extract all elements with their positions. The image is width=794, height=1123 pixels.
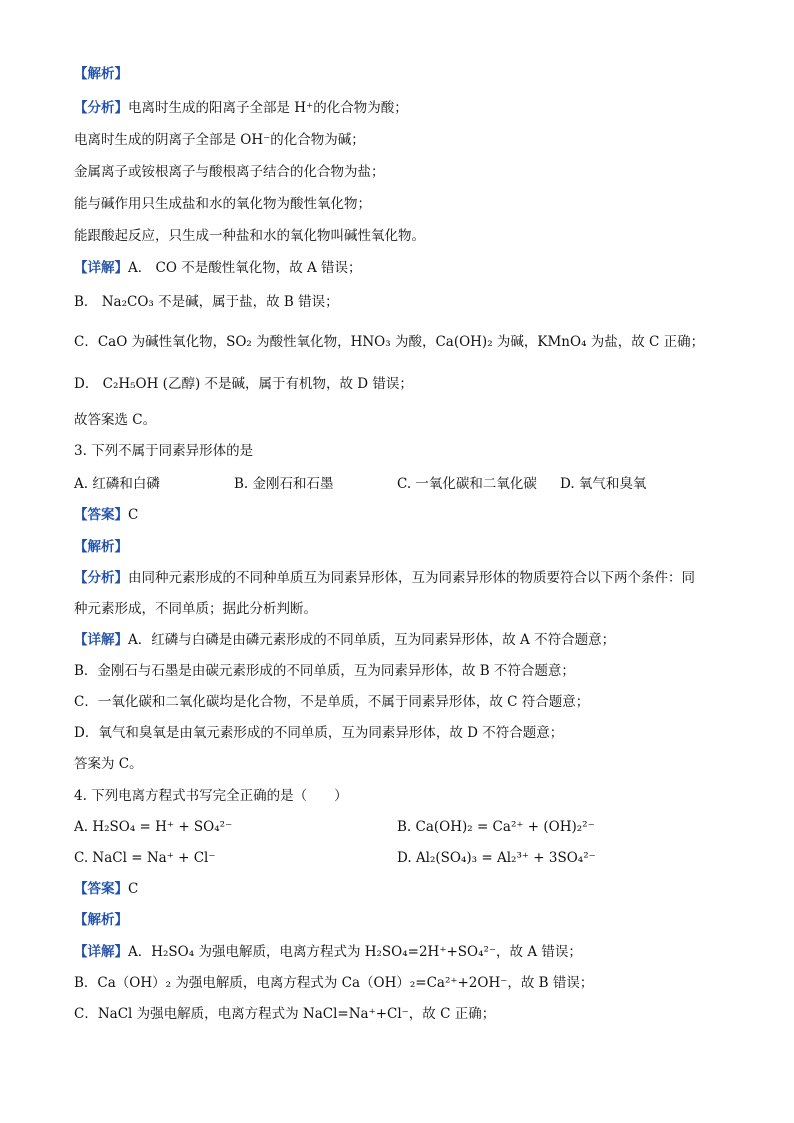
section-tag: 【答案】 [74, 881, 128, 897]
analysis-line-4 [74, 194, 734, 214]
section-tag: 【解析】 [74, 912, 128, 928]
question-4-detail-c [74, 1004, 734, 1024]
option-c: C. NaCl = Na⁺ + Cl⁻ [74, 850, 216, 866]
detail-text: 答案为 C。 [74, 756, 143, 772]
section-tag: 【详解】 [74, 632, 128, 648]
detail-line-b [74, 292, 734, 312]
detail-text: A．H₂SO₄ 为强电解质，电离方程式为 H₂SO₄=2H⁺+SO₄²⁻，故 A 错误； [128, 944, 582, 960]
detail-line-a [74, 258, 734, 278]
question-4-detail-a [74, 942, 734, 962]
option-a: A. H₂SO₄ = H⁺ + SO₄²⁻ [74, 819, 233, 835]
detail-line-d [74, 374, 734, 394]
question-3-final [74, 754, 734, 774]
section-tag: 【详解】 [74, 260, 128, 276]
option-c: C. 一氧化碳和二氧化碳 [397, 476, 537, 492]
question-text: 4. 下列电离方程式书写完全正确的是（ ） [74, 788, 348, 804]
question-4-detail-b [74, 973, 734, 993]
detail-text: B．Ca（OH）₂ 为强电解质，电离方程式为 Ca（OH）₂=Ca²⁺+2OH⁻，故 B 错误； [74, 975, 594, 991]
question-4-jiexi [74, 910, 734, 930]
detail-text: C．一氧化碳和二氧化碳均是化合物，不是单质，不属于同素异形体，故 C 符合题意； [74, 694, 590, 710]
option-b: B. Ca(OH)₂ = Ca²⁺ + (OH)₂²⁻ [397, 819, 595, 835]
section-tag: 【答案】 [74, 507, 128, 523]
question-3-detail-a [74, 630, 734, 650]
question-3-fenxi-1 [74, 568, 734, 588]
detail-line-c [74, 332, 734, 352]
section-tag: 【解析】 [74, 539, 128, 555]
question-4-stem [74, 786, 734, 806]
jiexi-heading [74, 64, 734, 84]
analysis-text: 电离时生成的阴离子全部是 OH⁻的化合物为碱； [74, 132, 365, 148]
section-tag: 【分析】 [74, 570, 128, 586]
detail-text: C．NaCl 为强电解质，电离方程式为 NaCl=Na⁺+Cl⁻，故 C 正确； [74, 1006, 496, 1022]
question-3-stem [74, 441, 734, 461]
detail-text: A． CO 不是酸性氧化物，故 A 错误； [128, 260, 362, 276]
analysis-line-5 [74, 226, 734, 246]
question-3-detail-c [74, 692, 734, 712]
analysis-text: 能与碱作用只生成盐和水的氧化物为酸性氧化物； [74, 196, 371, 212]
analysis-line-2 [74, 130, 734, 150]
option-d: D. Al₂(SO₄)₃ = Al₂³⁺ + 3SO₄²⁻ [397, 850, 596, 866]
option-a: A. 红磷和白磷 [74, 476, 160, 492]
analysis-text: 由同种元素形成的不同种单质互为同素异形体，互为同素异形体的物质要符合以下两个条件：同 [128, 570, 695, 586]
analysis-line-1 [74, 98, 734, 118]
analysis-text: 能跟酸起反应，只生成一种盐和水的氧化物叫碱性氧化物。 [74, 228, 425, 244]
detail-text: 故答案选 C。 [74, 412, 157, 428]
option-b: B. 金刚石和石墨 [234, 476, 334, 492]
detail-text: B．金刚石与石墨是由碳元素形成的不同单质，互为同素异形体，故 B 不符合题意； [74, 663, 575, 679]
option-d: D. 氧气和臭氧 [560, 476, 647, 492]
analysis-text: 种元素形成，不同单质；据此分析判断。 [74, 601, 317, 617]
detail-text: B． Na₂CO₃ 不是碱，属于盐，故 B 错误； [74, 294, 339, 310]
answer-summary [74, 410, 734, 430]
detail-text: C．CaO 为碱性氧化物，SO₂ 为酸性氧化物，HNO₃ 为酸，Ca(OH)₂ 为碱，KMnO₄ 为盐，故 C 正确； [74, 334, 705, 350]
question-text: 3. 下列不属于同素异形体的是 [74, 443, 254, 459]
answer-value: C [128, 507, 139, 523]
section-tag: 【解析】 [74, 66, 128, 82]
analysis-text: 电离时生成的阳离子全部是 H⁺的化合物为酸； [128, 100, 408, 116]
detail-text: D．氧气和臭氧是由氧元素形成的不同单质，互为同素异形体，故 D 不符合题意； [74, 725, 564, 741]
section-tag: 【分析】 [74, 100, 128, 116]
question-3-detail-b [74, 661, 734, 681]
question-3-answer [74, 505, 734, 525]
analysis-line-3 [74, 162, 734, 182]
question-3-fenxi-2 [74, 599, 734, 619]
analysis-text: 金属离子或铵根离子与酸根离子结合的化合物为盐； [74, 164, 385, 180]
question-4-answer [74, 879, 734, 899]
answer-value: C [128, 881, 139, 897]
question-3-jiexi [74, 537, 734, 557]
section-tag: 【详解】 [74, 944, 128, 960]
detail-text: A．红磷与白磷是由磷元素形成的不同单质，互为同素异形体，故 A 不符合题意； [128, 632, 616, 648]
question-3-detail-d [74, 723, 734, 743]
detail-text: D． C₂H₅OH (乙醇) 不是碱，属于有机物，故 D 错误； [74, 376, 413, 392]
